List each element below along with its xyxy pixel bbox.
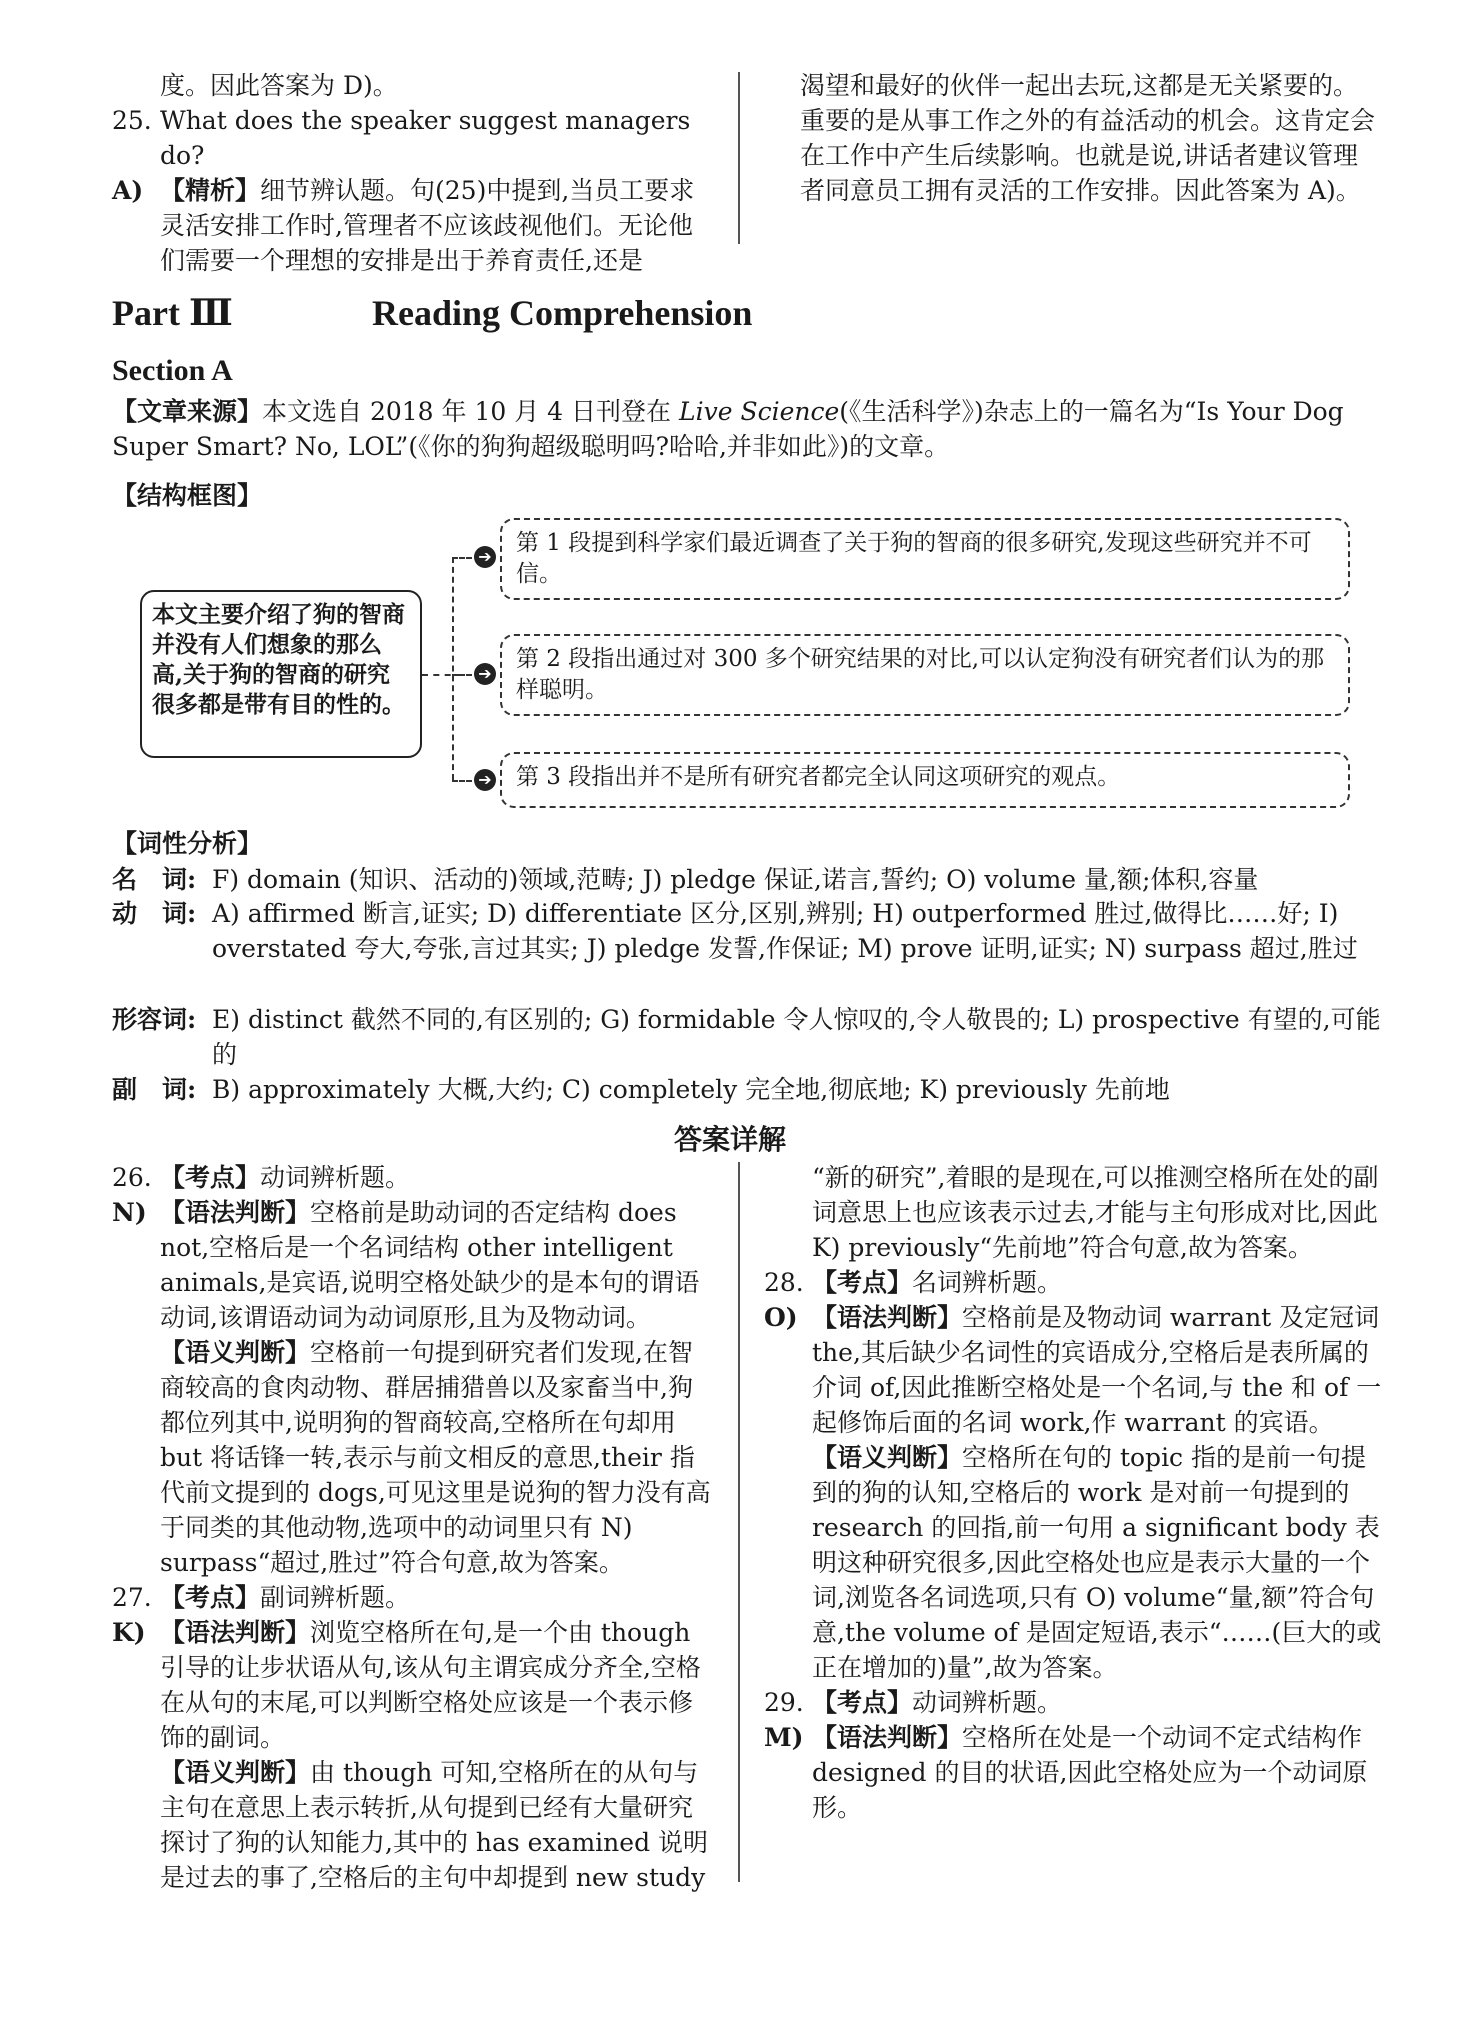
answer-27-grammar: K) 【语法判断】浏览空格所在句,是一个由 though 引导的让步状语从句,该从句主谓宾成分齐全,空格在从句的末尾,可以判断空格处应该是一个表示修饰的副词。 bbox=[112, 1618, 701, 1752]
question-29: 29. 【考点】动词辨析题。 bbox=[764, 1688, 1063, 1717]
top-left-column bbox=[112, 68, 712, 278]
connector bbox=[452, 557, 472, 559]
answer-label: A) bbox=[112, 176, 144, 205]
column-divider bbox=[738, 72, 740, 244]
analysis-text: 细节辨认题。句(25)中提到,当员工要求灵活安排工作时,管理者不应该歧视他们。无论他们需要一个理想的安排是出于养育责任,还是 bbox=[160, 176, 695, 275]
paragraph-3-box: 第 3 段指出并不是所有研究者都完全认同这项研究的观点。 bbox=[500, 752, 1350, 808]
column-divider bbox=[738, 1162, 740, 1882]
part-title: Reading Comprehension bbox=[372, 293, 753, 333]
connector bbox=[452, 780, 472, 782]
source-tag: 【文章来源】 bbox=[112, 397, 263, 426]
answers-right-column bbox=[764, 1160, 1382, 1825]
answers-left-column bbox=[112, 1160, 712, 1895]
arrow-icon: ➔ bbox=[474, 546, 496, 568]
answers-heading: 答案详解 bbox=[673, 1123, 786, 1156]
answer-28-grammar: O) 【语法判断】空格前是及物动词 warrant 及定冠词 the,其后缺少名词性的宾语成分,空格后是表所属的介词 of,因此推断空格处是一个名词,与 the 和 of 一起修饰后面的名词 work,作 warrant 的宾语。 bbox=[764, 1303, 1382, 1437]
source-text-1: 本文选自 2018 年 10 月 4 日刊登在 bbox=[262, 397, 679, 426]
top-right-column bbox=[800, 68, 1380, 208]
answer-27-semantic: 【语义判断】由 though 可知,空格所在的从句与主句在意思上表示转折,从句提到已经有大量研究探讨了狗的认知能力,其中的 has examined 说明是过去的事了,空格后的主句中却提到 new study bbox=[160, 1758, 709, 1892]
answer-26-semantic: 【语义判断】空格前一句提到研究者们发现,在智商较高的食肉动物、群居捕猎兽以及家畜当中,狗都位列其中,说明狗的智商较高,空格所在句却用 but 将话锋一转,表示与前文相反的意思,their 指代前文提到的 dogs,可见这里是说狗的智力没有高于同类的其他动物,选项中的动词里只有 N) surpass“超过,胜过”符合句意,故为答案。 bbox=[160, 1338, 711, 1577]
arrow-icon: ➔ bbox=[474, 663, 496, 685]
question-text: What does the speaker suggest managers do? bbox=[160, 106, 691, 170]
main-idea-box: 本文主要介绍了狗的智商并没有人们想象的那么高,关于狗的智商的研究很多都是带有目的性的。 bbox=[140, 590, 422, 758]
connector-vertical bbox=[452, 557, 454, 780]
analysis-continuation: 渴望和最好的伙伴一起出去玩,这都是无关紧要的。重要的是从事工作之外的有益活动的机会。这肯定会在工作中产生后续影响。也就是说,讲话者建议管理者同意员工拥有灵活的工作安排。因此答案为 A)。 bbox=[800, 71, 1376, 205]
structure-tag: 【结构框图】 bbox=[112, 481, 263, 510]
question-26: 26. 【考点】动词辨析题。 bbox=[112, 1163, 411, 1192]
answer-28-semantic: 【语义判断】空格所在句的 topic 指的是前一句提到的狗的认知,空格后的 work 是对前一句提到的 research 的回指,前一句用 a significant body 表明这种研究很多,因此空格处也应是表示大量的一个词,浏览各名词选项,只有 O) volume“量,额”符合句意,the volume of 是固定短语,表示“……(巨大的或正在增加的)量”,故为答案。 bbox=[812, 1443, 1382, 1682]
part-heading bbox=[112, 292, 753, 334]
analysis-tag: 【精析】 bbox=[160, 176, 261, 205]
pos-tag: 【词性分析】 bbox=[112, 829, 263, 858]
section-heading: Section A bbox=[112, 354, 233, 387]
answer-26-grammar: N) 【语法判断】空格前是助动词的否定结构 does not,空格后是一个名词结构 other intelligent animals,是宾语,说明空格处缺少的是本句的谓语动词,该谓语动词为动词原形,且为及物动词。 bbox=[112, 1198, 700, 1332]
journal-name: Live Science bbox=[678, 397, 840, 426]
part-label: Part Ⅲ bbox=[112, 293, 233, 333]
paragraph-1-box: 第 1 段提到科学家们最近调查了关于狗的智商的很多研究,发现这些研究并不可信。 bbox=[500, 518, 1350, 600]
paragraph-2-box: 第 2 段指出通过对 300 多个研究结果的对比,可以认定狗没有研究者们认为的那样聪明。 bbox=[500, 634, 1350, 716]
pos-row-noun: 名 词: F) domain (知识、活动的)领域,范畴; J) pledge 保证,诺言,誓约; O) volume 量,额;体积,容量 bbox=[112, 865, 1259, 894]
answer-25 bbox=[112, 173, 712, 278]
question-25 bbox=[112, 103, 712, 173]
question-27: 27. 【考点】副词辨析题。 bbox=[112, 1583, 411, 1612]
pos-row-adjective: 形容词: E) distinct 截然不同的,有区别的; G) formidable 令人惊叹的,令人敬畏的; L) prospective 有望的,可能的 bbox=[112, 1005, 1381, 1069]
prev-answer-tail: 度。因此答案为 D)。 bbox=[160, 71, 398, 100]
source-text-2: (《生活科学》)杂志上的一篇名为“Is Your Dog Super Smart? No, LOL”(《你的狗狗超级聪明吗?哈哈,并非如此》)的文章。 bbox=[112, 397, 1344, 461]
answer-29-grammar: M) 【语法判断】空格所在处是一个动词不定式结构作 designed 的目的状语,因此空格处应为一个动词原形。 bbox=[764, 1723, 1368, 1822]
connector bbox=[452, 674, 472, 676]
arrow-icon: ➔ bbox=[474, 769, 496, 791]
question-28: 28. 【考点】名词辨析题。 bbox=[764, 1268, 1063, 1297]
article-source bbox=[112, 394, 1382, 464]
pos-row-adverb: 副 词: B) approximately 大概,大约; C) completely 完全地,彻底地; K) previously 先前地 bbox=[112, 1075, 1170, 1104]
answer-27-continuation: “新的研究”,着眼的是现在,可以推测空格所在处的副词意思上也应该表示过去,才能与主句形成对比,因此 K) previously“先前地”符合句意,故为答案。 bbox=[812, 1163, 1379, 1262]
pos-row-verb: 动 词: A) affirmed 断言,证实; D) differentiate 区分,区别,辨别; H) outperformed 胜过,做得比……好; I) overstated 夸大,夸张,言过其实; J) pledge 发誓,作保证; M) prove 证明,证实; N) surpass 超过,胜过 bbox=[112, 899, 1358, 963]
question-number: 25. bbox=[112, 106, 152, 135]
